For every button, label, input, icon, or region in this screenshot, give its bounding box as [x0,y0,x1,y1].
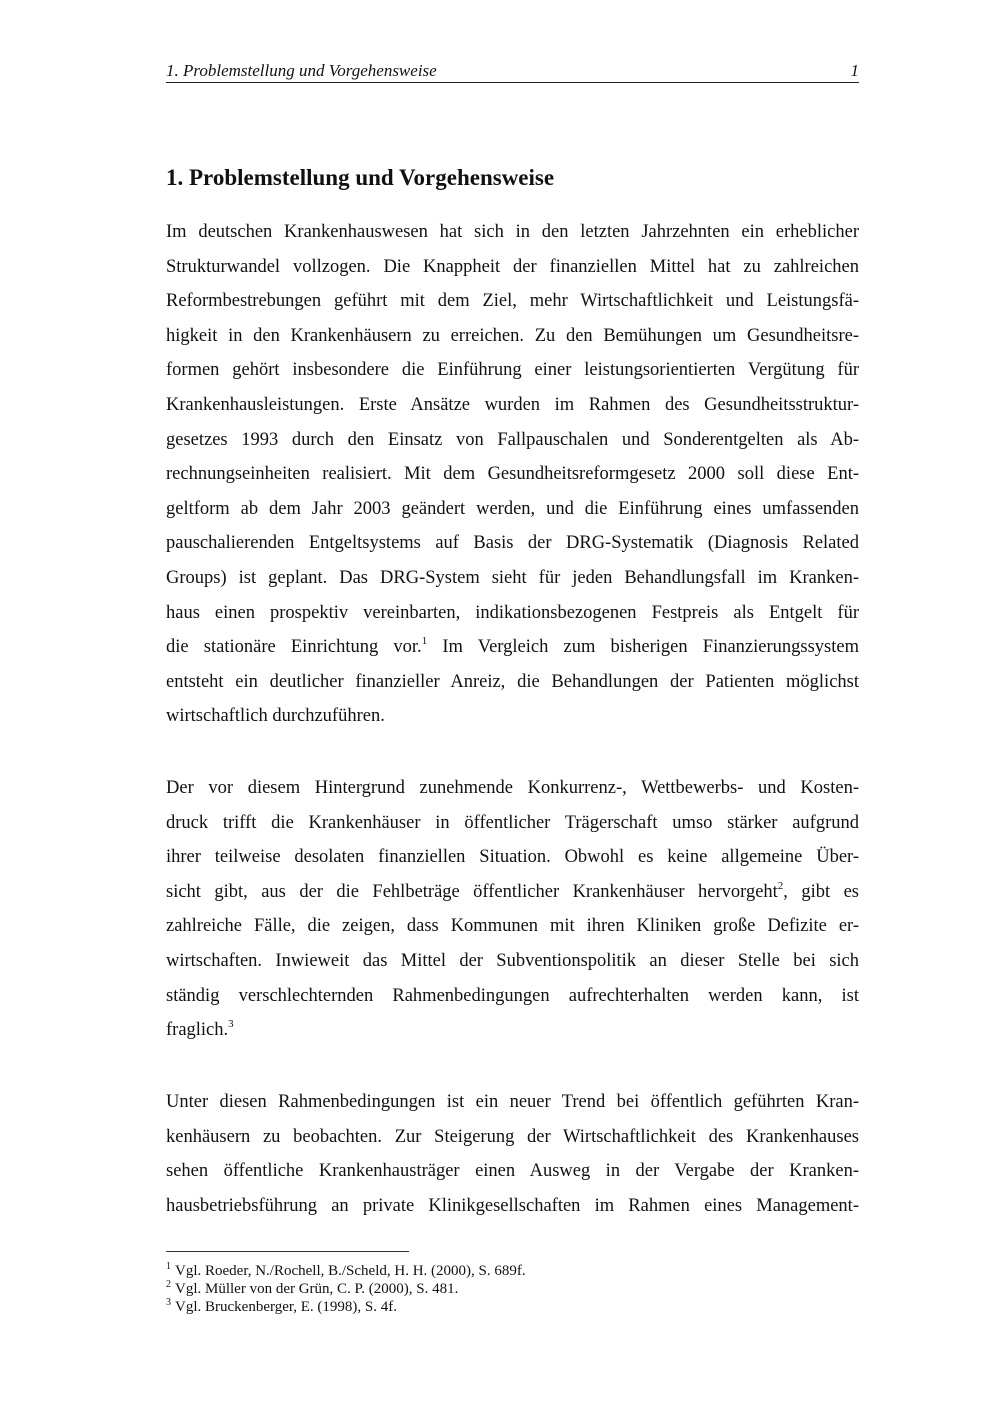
text-line: zahlreiche Fälle, die zeigen, dass Kommunen mit ihren Kliniken große Defizite er- [166,916,859,937]
text-segment: fraglich. [166,1020,229,1041]
text-line: rechnungseinheiten realisiert. Mit dem Gesundheitsreformgesetz 2000 soll diese Ent- [166,464,859,485]
text-line: wirtschaften. Inwieweit das Mittel der Subventionspolitik an dieser Stelle bei sich [166,950,859,971]
chapter-heading: 1. Problemstellung und Vorgehensweise [166,165,555,190]
text-line-with-footnote [166,630,859,665]
text-line: Im deutschen Krankenhauswesen hat sich in den letzten Jahrzehnten ein erheblicher [166,222,859,242]
footnote-ref-2: 2 [777,879,784,892]
text-line: pauschalierenden Entgeltsystems auf Basis der DRG-Systematik (Diagnosis Related [166,533,859,554]
footnote-2 [166,1280,526,1298]
paragraph-1 [166,215,859,734]
footnote-ref-3: 3 [228,1017,234,1030]
running-header-title: 1. Problemstellung und Vorgehensweise [166,61,437,80]
page-number: 1 [850,61,859,80]
text-line: druck trifft die Krankenhäuser in öffentlicher Trägerschaft umso stärker aufgrund [166,812,859,833]
footnote-3 [166,1298,526,1316]
text-line-with-footnote [166,875,859,910]
text-line: higkeit in den Krankenhäusern zu erreichen. Zu den Bemühungen um Gesundheitsre- [166,325,859,346]
footnotes [166,1262,526,1316]
text-line: haus einen prospektiv vereinbarten, indikationsbezogenen Festpreis als Entgelt für [166,602,859,623]
footnote-number: 3 [166,1297,171,1308]
text-line: Reformbestrebungen geführt mit dem Ziel, mehr Wirtschaftlichkeit und Leistungsfä- [166,291,859,312]
text-segment: , gibt es [783,881,859,902]
text-segment: die stationäre Einrichtung vor. [166,637,422,658]
text-line: Der vor diesem Hintergrund zunehmende Konkurrenz-, Wettbewerbs- und Kosten- [166,778,859,798]
text-line: wirtschaftlich durchzuführen. [166,706,385,727]
footnote-text: Vgl. Müller von der Grün, C. P. (2000), S. 481. [175,1281,459,1297]
running-header [166,60,859,83]
text-line: entsteht ein deutlicher finanzieller Anreiz, die Behandlungen der Patienten möglichst [166,671,859,692]
paragraph-3 [166,1085,859,1223]
text-line: sehen öffentliche Krankenhausträger einen Ausweg in der Vergabe der Kranken- [166,1161,859,1182]
footnote-number: 1 [166,1261,171,1272]
text-segment: sicht gibt, aus der die Fehlbeträge öffentlicher Krankenhäuser hervorgeht [166,881,778,902]
text-line-with-footnote [166,1013,859,1048]
footnote-1 [166,1262,526,1280]
footnote-number: 2 [166,1279,171,1290]
text-line: Strukturwandel vollzogen. Die Knappheit der finanziellen Mittel hat zu zahlreichen [166,256,859,277]
text-line: Groups) ist geplant. Das DRG-System sieht für jeden Behandlungsfall im Kranken- [166,567,859,588]
text-line: ihrer teilweise desolaten finanziellen Situation. Obwohl es keine allgemeine Über- [166,847,859,868]
footnote-ref-1: 1 [421,634,428,647]
text-line: gesetzes 1993 durch den Einsatz von Fallpauschalen und Sonderentgelten als Ab- [166,429,859,450]
footnote-text: Vgl. Bruckenberger, E. (1998), S. 4f. [175,1299,397,1315]
text-line: hausbetriebsführung an private Klinikgesellschaften im Rahmen eines Management- [166,1195,859,1216]
paragraph-2 [166,771,859,1048]
text-segment: Im Vergleich zum bisherigen Finanzierungssystem [442,637,859,658]
text-line: ständig verschlechternden Rahmenbedingungen aufrechterhalten werden kann, ist [166,985,859,1006]
footnote-separator [166,1251,409,1252]
footnote-text: Vgl. Roeder, N./Rochell, B./Scheld, H. H. (2000), S. 689f. [175,1263,526,1279]
text-line: Krankenhausleistungen. Erste Ansätze wurden im Rahmen des Gesundheitsstruktur- [166,394,859,415]
text-line: formen gehört insbesondere die Einführung einer leistungsorientierten Vergütung für [166,360,859,381]
text-line: geltform ab dem Jahr 2003 geändert werden, und die Einführung eines umfassenden [166,498,859,519]
text-line: Unter diesen Rahmenbedingungen ist ein neuer Trend bei öffentlich geführten Kran- [166,1092,859,1112]
text-line: kenhäusern zu beobachten. Zur Steigerung der Wirtschaftlichkeit des Krankenhauses [166,1126,859,1147]
